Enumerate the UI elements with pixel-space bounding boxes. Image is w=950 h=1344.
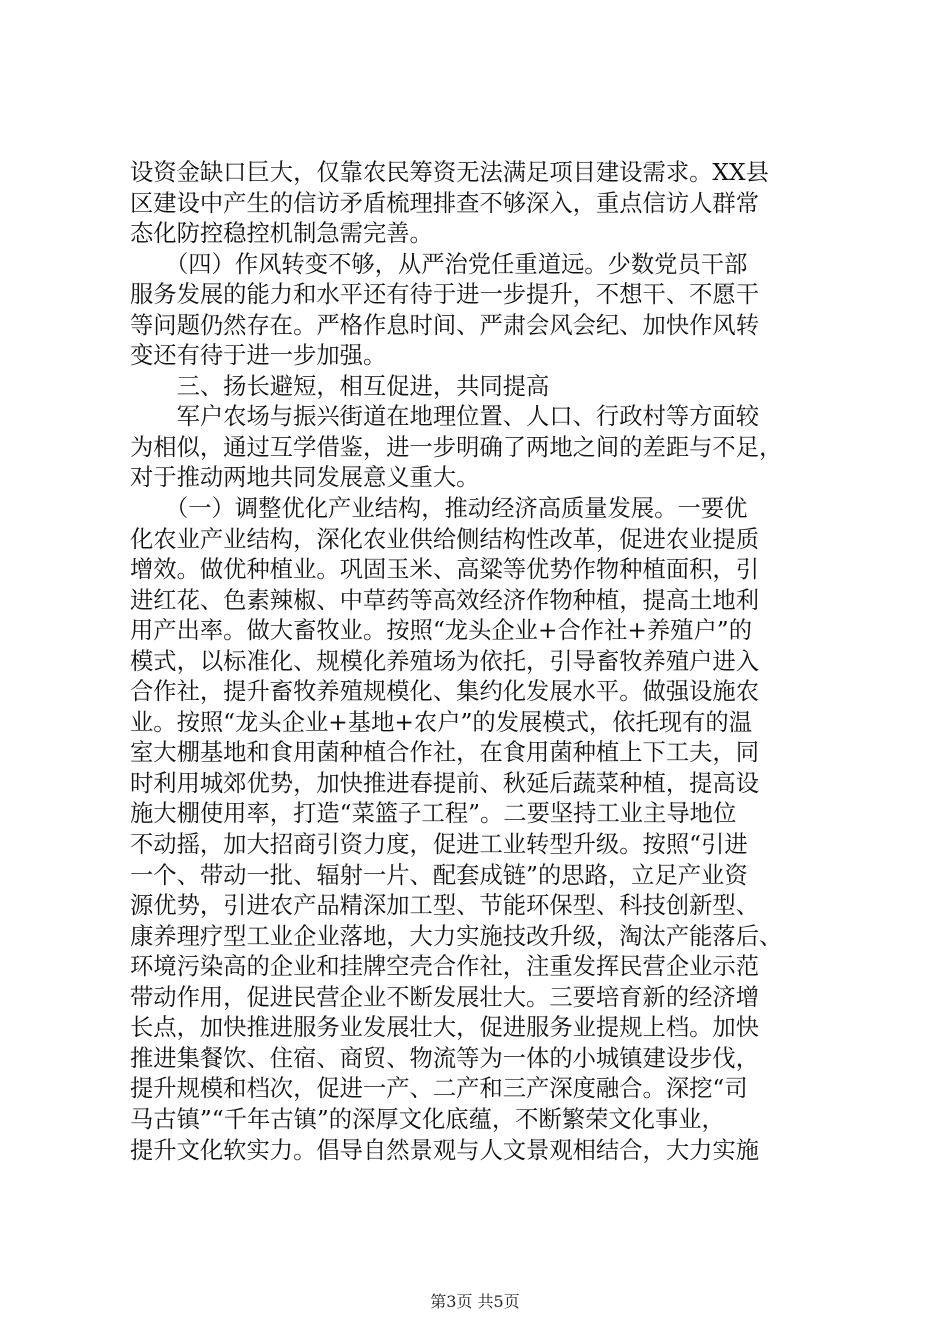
text-line: 一个、带动一批、辐射一片、配套成链”的思路，立足产业资 [130,861,748,889]
text-line: 为相似，通过互学借鉴，进一步明确了两地之间的差距与不足， [130,433,783,461]
text-line: 时利用城郊优势，加快推进春提前、秋延后蔬菜种植，提高设 [130,769,760,797]
text-line: 室大棚基地和食用菌种植合作社，在食用菌种植上下工夫，同 [130,739,760,767]
text-line: 变还有待于进一步加强。 [130,342,387,370]
text-line: 增效。做优种植业。巩固玉米、高粱等优势作物种植面积，引 [130,556,760,584]
text-line: 施大棚使用率，打造“菜篮子工程”。二要坚持工业主导地位 [130,800,737,828]
text-line: 马古镇”“千年古镇”的深厚文化底蕴，不断繁荣文化事业， [130,1105,725,1133]
text-line: 环境污染高的企业和挂牌空壳合作社，注重发挥民营企业示范 [130,953,760,981]
text-line: 合作社，提升畜牧养殖规模化、集约化发展水平。做强设施农 [130,678,760,706]
text-line: 服务发展的能力和水平还有待于进一步提升，不想干、不愿干 [130,281,760,309]
text-line: 对于推动两地共同发展意义重大。 [130,464,480,492]
page-footer: 第3页 共5页 [430,1292,520,1311]
text-line: 用产出率。做大畜牧业。按照“龙头企业+合作社+养殖户”的 [130,617,752,645]
text-line: 模式，以标准化、规模化养殖场为依托，引导畜牧养殖户进入 [130,647,760,675]
text-line: 不动摇，加大招商引资力度，促进工业转型升级。按照“引进 [130,831,748,859]
text-line: 三、扬长避短，相互促进，共同提高 [130,372,550,400]
text-line: 区建设中产生的信访矛盾梳理排查不够深入，重点信访人群常 [130,189,760,217]
text-line: 长点，加快推进服务业发展壮大，促进服务业提规上档。加快 [130,1014,760,1042]
text-line: 态化防控稳控机制急需完善。 [130,220,433,248]
text-line: 提升文化软实力。倡导自然景观与人文景观相结合，大力实施 [130,1136,760,1164]
text-line: 设资金缺口巨大，仅靠农民筹资无法满足项目建设需求。XX县 [130,159,769,186]
body-text [130,158,830,1166]
text-line: 业。按照“龙头企业+基地+农户”的发展模式，依托现有的温 [130,708,752,736]
text-line: 进红花、色素辣椒、中草药等高效经济作物种植，提高土地利 [130,586,760,614]
text-line: 提升规模和档次，促进一产、二产和三产深度融合。深挖“司 [130,1075,748,1103]
text-line: 推进集餐饮、住宿、商贸、物流等为一体的小城镇建设步伐， [130,1044,760,1072]
text-line: 康养理疗型工业企业落地，大力实施技改升级，淘汰产能落后、 [130,922,783,950]
text-line: 化农业产业结构，深化农业供给侧结构性改革，促进农业提质 [130,525,760,553]
text-line: 带动作用，促进民营企业不断发展壮大。三要培育新的经济增 [130,983,760,1011]
text-line: （四）作风转变不够，从严治党任重道远。少数党员干部 [130,250,748,278]
text-line: 源优势，引进农产品精深加工型、节能环保型、科技创新型、 [130,892,760,920]
text-line: 军户农场与振兴街道在地理位置、人口、行政村等方面较 [130,403,760,431]
text-line: （一）调整优化产业结构，推动经济高质量发展。一要优 [130,495,748,523]
text-line: 等问题仍然存在。严格作息时间、严肃会风会纪、加快作风转 [130,311,760,339]
